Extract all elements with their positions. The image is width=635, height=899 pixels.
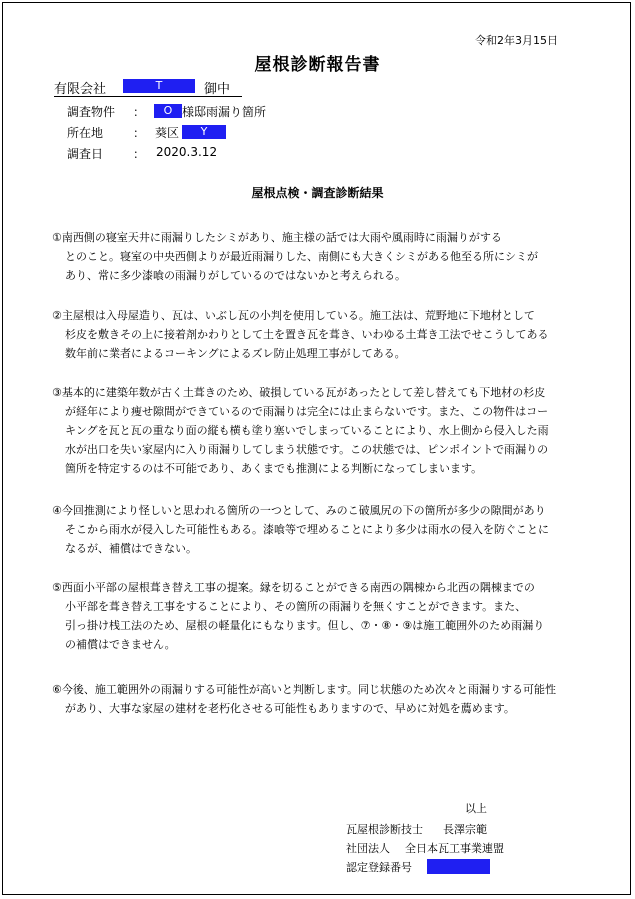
info-row-property [67,103,367,121]
location-value: 葵区 [155,126,180,140]
organization-name: 全日本瓦工事業連盟 [405,842,504,855]
page-title: 屋根診断報告書 [254,55,381,75]
finding-line: の補償はできません。 [65,638,176,651]
closing-mark: 以上 [465,802,487,815]
finding-2 [52,306,549,363]
registration-label: 認定登録番号 [346,861,412,874]
finding-5 [52,578,544,654]
finding-line: 小平部を葺き替え工事をすることにより、その箇所の雨漏りを無くすことができます。また、 [65,600,527,613]
report-date: 令和2年3月15日 [475,34,558,47]
finding-line: ④今回推測により怪しいと思われる箇所の一つとして、みのこ破風尻の下の箇所が多少の隙間があり [52,504,546,517]
finding-4 [52,501,549,558]
finding-1 [52,228,538,285]
colon: ： [133,105,146,119]
signer-role: 瓦屋根診断技士 [346,823,423,836]
finding-line: が経年により痩せ隙間ができているので雨漏りは完全には止まらないです。また、この物件はコー [65,405,549,418]
finding-line: 数年前に業者によるコーキングによるズレ防止処理工事がしてある。 [65,347,406,360]
finding-line: 杉皮を敷きその上に接着剤かわりとして土を置き瓦を葺き、いわゆる土葺き工法でせこうしてある [65,328,549,341]
finding-3 [52,383,549,478]
redacted-company-name: T [123,79,195,93]
colon: ： [133,126,146,140]
colon: ： [133,147,146,161]
finding-6 [52,680,556,718]
location-label: 所在地 [67,126,104,140]
redacted-client-name: O [154,104,182,118]
finding-line: キングを瓦と瓦の重なり面の縦も横も塗り塞いでしまっていることにより、水上側から侵入した雨 [65,424,549,437]
finding-line: 箇所を特定するのは不可能であり、あくまでも推測による判断になってしまいます。 [65,462,483,475]
property-suffix: 様邸雨漏り箇所 [182,105,267,119]
signer-name: 長澤宗範 [443,823,487,836]
redacted-registration-number [427,859,490,874]
redacted-location: Y [182,125,226,139]
finding-line: があり、大事な家屋の建材を老朽化させる可能性もありますので、早めに対処を薦めます。 [65,702,515,715]
addressee-company-prefix: 有限会社 [54,82,107,97]
section-subtitle: 屋根点検・調査診断結果 [251,186,384,200]
finding-line: ⑤西面小平部の屋根葺き替え工事の提案。縁を切ることができる南西の隅棟から北西の隅棟までの [52,581,535,594]
finding-line: あり、常に多少漆喰の雨漏りがしているのではないかと考えられる。 [65,269,406,282]
finding-line: とのこと。寝室の中央西側よりが最近雨漏りした、南側にも大きくシミがある他至る所にシミが [65,250,538,263]
property-label: 調査物件 [67,105,116,119]
finding-line: なるが、補償はできない。 [65,542,197,555]
survey-date-value: 2020.3.12 [156,145,218,159]
survey-date-label: 調査日 [67,147,104,161]
info-row-survey-date [67,145,367,163]
addressee [54,78,242,97]
finding-line: 引っ掛け桟工法のため、屋根の軽量化にもなります。但し、⑦・⑧・⑨は施工範囲外のため雨漏り [65,619,545,632]
finding-line: ⑥今後、施工範囲外の雨漏りする可能性が高いと判断します。同じ状態のため次々と雨漏りする可能性 [52,683,556,696]
finding-line: 水が出口を失い家屋内に入り雨漏りしてしまう状態です。この状態では、ピンポイントで雨漏りの [65,443,549,456]
addressee-honorific: 御中 [204,82,231,97]
organization-type: 社団法人 [346,842,390,855]
finding-line: ①南西側の寝室天井に雨漏りしたシミがあり、施主様の話では大雨や風雨時に雨漏りがする [52,231,502,244]
finding-line: ②主屋根は入母屋造り、瓦は、いぶし瓦の小判を使用している。施工法は、荒野地に下地材として [52,309,535,322]
info-row-location [67,124,367,142]
finding-line: ③基本的に建築年数が古く土葺きのため、破損している瓦があったとして差し替えても下地材の杉皮 [52,386,546,399]
finding-line: そこから雨水が侵入した可能性もある。漆喰等で埋めることにより多少は雨水の侵入を防ぐことに [65,523,549,536]
